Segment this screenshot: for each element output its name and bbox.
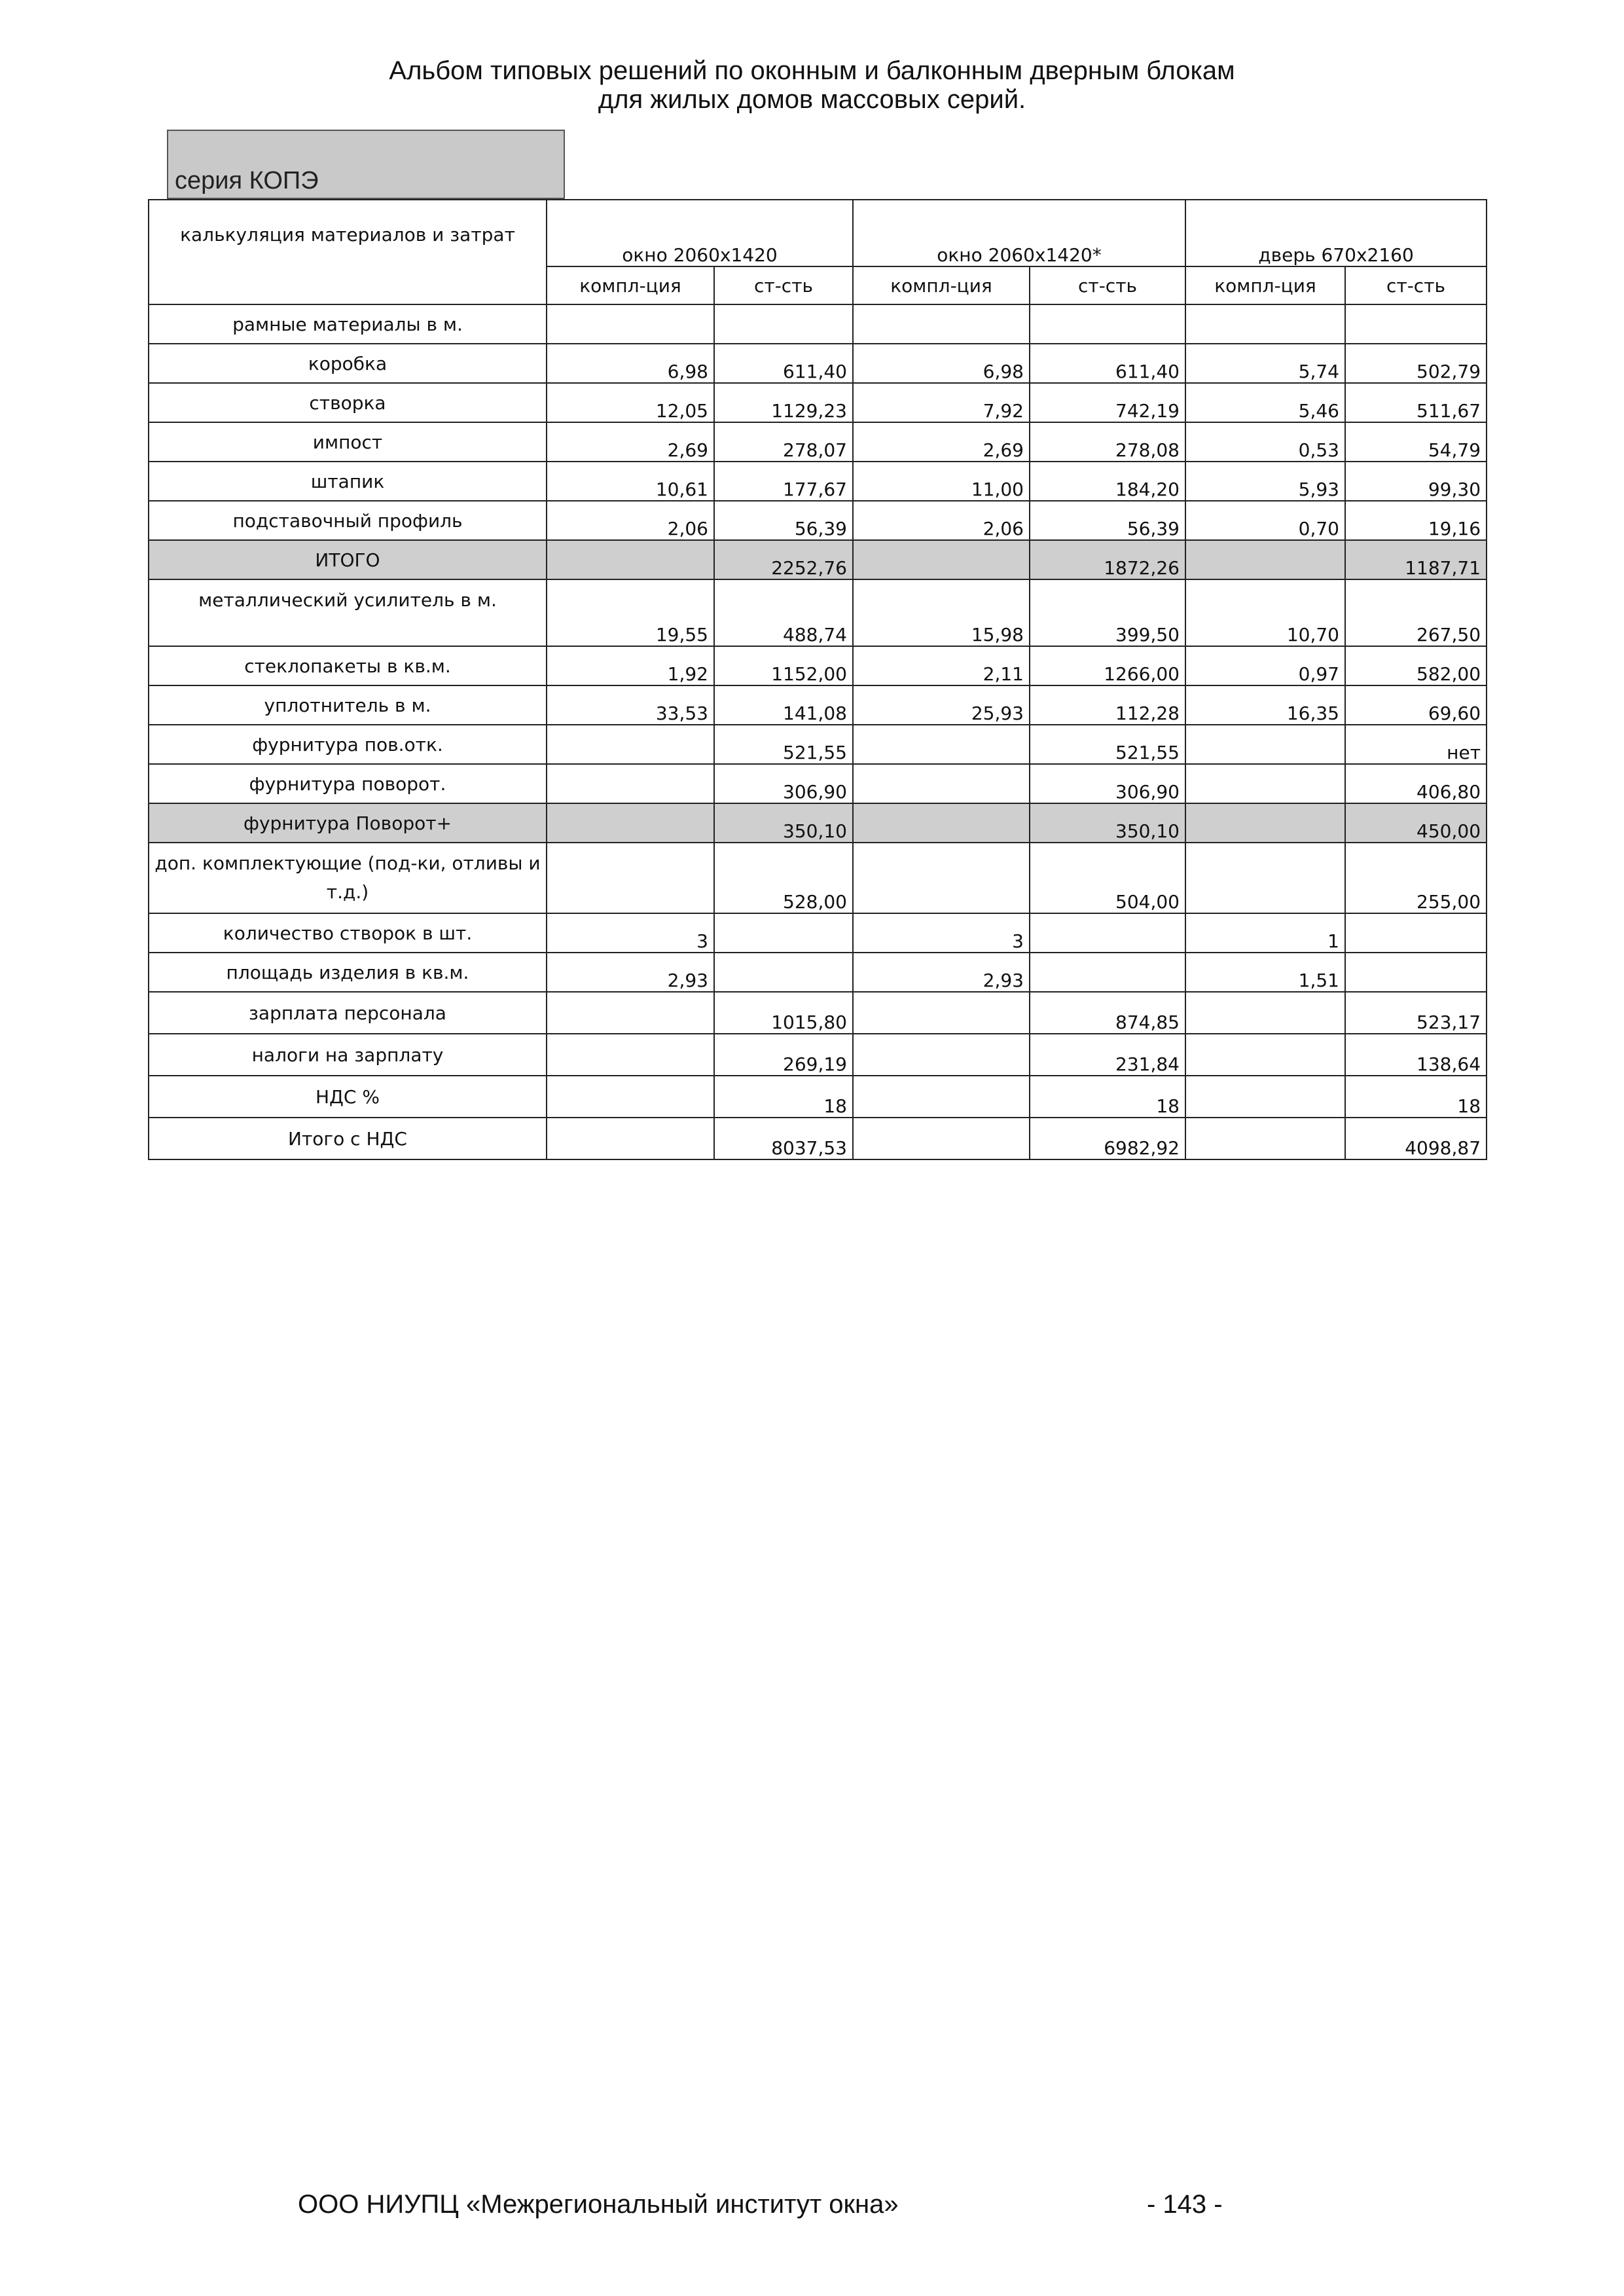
row-label: стеклопакеты в кв.м. <box>149 646 547 685</box>
cell: 10,70 <box>1185 579 1345 646</box>
cell <box>1345 953 1487 992</box>
row-label: штапик <box>149 462 547 501</box>
cell <box>1185 1034 1345 1076</box>
cell: 406,80 <box>1345 764 1487 803</box>
corner-header: калькуляция материалов и затрат <box>149 200 547 304</box>
album-title-line-2: для жилых домов массовых серий. <box>598 85 1026 114</box>
cell: 231,84 <box>1030 1034 1185 1076</box>
cell: 582,00 <box>1345 646 1487 685</box>
cell <box>1345 304 1487 344</box>
table-row <box>149 422 1487 462</box>
cell: 611,40 <box>714 344 853 383</box>
cell: 278,08 <box>1030 422 1185 462</box>
cell: 18 <box>1345 1076 1487 1118</box>
cell: 99,30 <box>1345 462 1487 501</box>
cell: 6,98 <box>853 344 1030 383</box>
row-label: ИТОГО <box>149 540 547 579</box>
cell: 2,69 <box>853 422 1030 462</box>
row-label: рамные материалы в м. <box>149 304 547 344</box>
table-row <box>149 764 1487 803</box>
cell: 15,98 <box>853 579 1030 646</box>
cell <box>714 953 853 992</box>
cell: 177,67 <box>714 462 853 501</box>
cell: 0,53 <box>1185 422 1345 462</box>
footer-organization: ООО НИУПЦ «Межрегиональный институт окна» <box>298 2190 899 2219</box>
cell: 184,20 <box>1030 462 1185 501</box>
cell: 16,35 <box>1185 685 1345 725</box>
product-header-3: дверь 670х2160 <box>1185 200 1487 266</box>
album-title-line-1: Альбом типовых решений по оконным и балконным дверным блокам <box>389 56 1235 85</box>
subheader-cost-1: ст-сть <box>714 266 853 304</box>
series-label: серия КОПЭ <box>175 167 319 194</box>
cell: 0,97 <box>1185 646 1345 685</box>
cell: 6,98 <box>547 344 714 383</box>
cell <box>1185 1076 1345 1118</box>
table-row <box>149 646 1487 685</box>
cell <box>853 1076 1030 1118</box>
table-row <box>149 1076 1487 1118</box>
cell: 1015,80 <box>714 992 853 1034</box>
cell: 874,85 <box>1030 992 1185 1034</box>
table-row <box>149 344 1487 383</box>
cell: 1266,00 <box>1030 646 1185 685</box>
cell: 306,90 <box>714 764 853 803</box>
cell <box>714 913 853 953</box>
cell: 3 <box>547 913 714 953</box>
row-label: металлический усилитель в м. <box>149 579 547 646</box>
row-label: НДС % <box>149 1076 547 1118</box>
cell: 2252,76 <box>714 540 853 579</box>
cell: 5,93 <box>1185 462 1345 501</box>
cell: 33,53 <box>547 685 714 725</box>
product-header-1: окно 2060х1420 <box>547 200 853 266</box>
cell: 1 <box>1185 913 1345 953</box>
table-row <box>149 1034 1487 1076</box>
cell: 4098,87 <box>1345 1118 1487 1159</box>
cell: 56,39 <box>714 501 853 540</box>
cell: 1152,00 <box>714 646 853 685</box>
table-row <box>149 685 1487 725</box>
cell: 18 <box>714 1076 853 1118</box>
cell: 742,19 <box>1030 383 1185 422</box>
cell: 10,61 <box>547 462 714 501</box>
cell <box>1345 913 1487 953</box>
cell <box>547 540 714 579</box>
cell <box>1185 992 1345 1034</box>
cell: 6982,92 <box>1030 1118 1185 1159</box>
cell <box>853 803 1030 843</box>
subheader-qty-2: компл-ция <box>853 266 1030 304</box>
table-row <box>149 992 1487 1034</box>
row-label: налоги на зарплату <box>149 1034 547 1076</box>
cell: 11,00 <box>853 462 1030 501</box>
cell: 1129,23 <box>714 383 853 422</box>
cell: 2,69 <box>547 422 714 462</box>
row-label: уплотнитель в м. <box>149 685 547 725</box>
cell <box>1185 803 1345 843</box>
cell <box>1185 725 1345 764</box>
cell: 54,79 <box>1345 422 1487 462</box>
cell <box>547 1076 714 1118</box>
cell <box>853 992 1030 1034</box>
page-number: - 143 - <box>1147 2190 1223 2219</box>
cell <box>1030 953 1185 992</box>
cell: 7,92 <box>853 383 1030 422</box>
cell: 19,16 <box>1345 501 1487 540</box>
table-row <box>149 462 1487 501</box>
cell <box>547 992 714 1034</box>
cell: 255,00 <box>1345 843 1487 913</box>
cell: 112,28 <box>1030 685 1185 725</box>
cell: 267,50 <box>1345 579 1487 646</box>
cell: 69,60 <box>1345 685 1487 725</box>
cell: 5,74 <box>1185 344 1345 383</box>
table-row <box>149 913 1487 953</box>
cell <box>853 1034 1030 1076</box>
cost-calculation-table <box>148 199 1487 1160</box>
cell: 350,10 <box>1030 803 1185 843</box>
subheader-qty-1: компл-ция <box>547 266 714 304</box>
cell: 2,93 <box>547 953 714 992</box>
cell <box>853 843 1030 913</box>
table-row <box>149 843 1487 913</box>
cell <box>547 764 714 803</box>
table-row <box>149 725 1487 764</box>
cell: 611,40 <box>1030 344 1185 383</box>
cell: 450,00 <box>1345 803 1487 843</box>
cell <box>547 304 714 344</box>
cell: 1187,71 <box>1345 540 1487 579</box>
table-row <box>149 304 1487 344</box>
table-row <box>149 579 1487 646</box>
cell <box>547 803 714 843</box>
cell: нет <box>1345 725 1487 764</box>
cell: 25,93 <box>853 685 1030 725</box>
cell <box>547 725 714 764</box>
cell: 18 <box>1030 1076 1185 1118</box>
series-label-box <box>167 130 565 199</box>
cell: 2,11 <box>853 646 1030 685</box>
cell: 1872,26 <box>1030 540 1185 579</box>
cell: 399,50 <box>1030 579 1185 646</box>
cell: 528,00 <box>714 843 853 913</box>
row-label: подставочный профиль <box>149 501 547 540</box>
cell <box>1185 764 1345 803</box>
cell: 511,67 <box>1345 383 1487 422</box>
cell <box>1030 913 1185 953</box>
cell <box>1185 843 1345 913</box>
table-row-highlighted <box>149 803 1487 843</box>
cell: 521,55 <box>1030 725 1185 764</box>
cell: 350,10 <box>714 803 853 843</box>
table-row-subtotal <box>149 540 1487 579</box>
product-header-2: окно 2060х1420* <box>853 200 1185 266</box>
cell: 523,17 <box>1345 992 1487 1034</box>
cell <box>1030 304 1185 344</box>
table-row-grand-total <box>149 1118 1487 1159</box>
cell: 2,06 <box>547 501 714 540</box>
cell <box>1185 304 1345 344</box>
cell: 1,51 <box>1185 953 1345 992</box>
cell: 19,55 <box>547 579 714 646</box>
cell: 278,07 <box>714 422 853 462</box>
table-row <box>149 501 1487 540</box>
row-label: доп. комплектующие (под-ки, отливы и т.д.) <box>149 843 547 913</box>
cell: 2,93 <box>853 953 1030 992</box>
cell <box>547 843 714 913</box>
cell: 306,90 <box>1030 764 1185 803</box>
table-row <box>149 383 1487 422</box>
row-label: площадь изделия в кв.м. <box>149 953 547 992</box>
subheader-cost-2: ст-сть <box>1030 266 1185 304</box>
subheader-cost-3: ст-сть <box>1345 266 1487 304</box>
cell <box>714 304 853 344</box>
row-label: створка <box>149 383 547 422</box>
row-label: зарплата персонала <box>149 992 547 1034</box>
row-label: импост <box>149 422 547 462</box>
cell <box>547 1034 714 1076</box>
cell <box>547 1118 714 1159</box>
cell: 5,46 <box>1185 383 1345 422</box>
cell: 0,70 <box>1185 501 1345 540</box>
cell: 504,00 <box>1030 843 1185 913</box>
cell <box>853 1118 1030 1159</box>
row-label: фурнитура поворот. <box>149 764 547 803</box>
cell: 502,79 <box>1345 344 1487 383</box>
cell: 521,55 <box>714 725 853 764</box>
cell: 56,39 <box>1030 501 1185 540</box>
album-title <box>0 56 1624 114</box>
cell: 2,06 <box>853 501 1030 540</box>
cell <box>853 725 1030 764</box>
row-label: фурнитура Поворот+ <box>149 803 547 843</box>
cell <box>1185 540 1345 579</box>
table-row <box>149 953 1487 992</box>
cell: 488,74 <box>714 579 853 646</box>
cell <box>853 304 1030 344</box>
row-label: Итого с НДС <box>149 1118 547 1159</box>
cell: 141,08 <box>714 685 853 725</box>
cell: 138,64 <box>1345 1034 1487 1076</box>
cell <box>853 764 1030 803</box>
row-label: фурнитура пов.отк. <box>149 725 547 764</box>
row-label: коробка <box>149 344 547 383</box>
cell: 12,05 <box>547 383 714 422</box>
cell <box>853 540 1030 579</box>
cell: 8037,53 <box>714 1118 853 1159</box>
cell <box>1185 1118 1345 1159</box>
subheader-qty-3: компл-ция <box>1185 266 1345 304</box>
row-label: количество створок в шт. <box>149 913 547 953</box>
cell: 3 <box>853 913 1030 953</box>
cell: 1,92 <box>547 646 714 685</box>
cell: 269,19 <box>714 1034 853 1076</box>
